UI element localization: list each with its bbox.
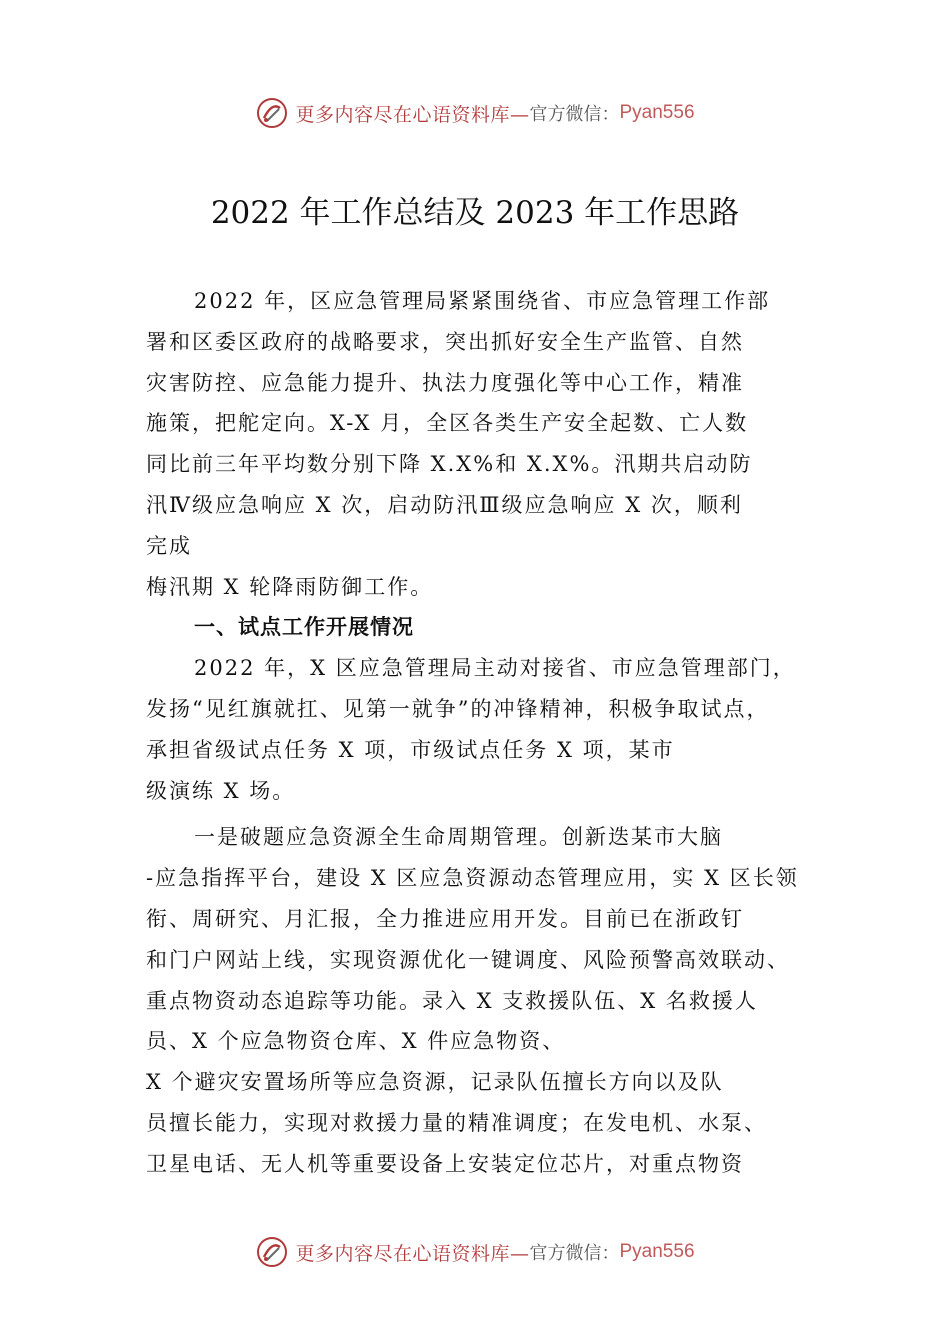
text-line: 和门户网站上线，实现资源优化一键调度、风险预警高效联动、 [146, 947, 790, 972]
text-line: 2022 年，X 区应急管理局主动对接省、市应急管理部门， [194, 656, 796, 681]
text-line: 2022 年，区应急管理局紧紧围绕省、市应急管理工作部 [194, 289, 771, 313]
banner-text: 更多内容尽在心语资料库— [295, 103, 530, 126]
logo-icon [255, 96, 289, 130]
text-line: 承担省级试点任务 X 项，市级试点任务 X 项，某市 [146, 737, 675, 762]
text-line: 汛Ⅳ级应急响应 X 次，启动防汛Ⅲ级应急响应 X 次，顺利 [146, 492, 743, 517]
text-line: 卫星电话、无人机等重要设备上安装定位芯片，对重点物资 [146, 1151, 744, 1176]
text-line: 梅汛期 X 轮降雨防御工作。 [146, 574, 434, 599]
text-line: 员、X 个应急物资仓库、X 件应急物资、 [146, 1029, 566, 1054]
banner-wechat-label: 官方微信： [529, 104, 620, 125]
text-line: 一是破题应急资源全生命周期管理。创新迭某市大脑 [194, 825, 723, 850]
footer-banner [0, 1232, 950, 1272]
text-line: -应急指挥平台，建设 X 区应急资源动态管理应用，实 X 区长领 [146, 866, 799, 891]
text-line: 重点物资动态追踪等功能。录入 X 支救援队伍、X 名救援人 [146, 988, 758, 1013]
banner-text: 更多内容尽在心语资料库— [295, 1242, 530, 1265]
text-line: 灾害防控、应急能力提升、执法力度强化等中心工作，精准 [146, 370, 744, 395]
section-paragraph [146, 648, 846, 811]
banner-wechat-id: Pyan556 [619, 1241, 695, 1262]
text-line: 同比前三年平均数分别下降 X.X%和 X.X%。汛期共启动防 [146, 452, 753, 477]
text-line: 员擅长能力，实现对救援力量的精准调度；在发电机、水泵、 [146, 1110, 767, 1135]
text-line: 衔、周研究、月汇报，全力推进应用开发。目前已在浙政钉 [146, 906, 744, 931]
logo-icon [255, 1235, 289, 1269]
header-banner [0, 93, 950, 133]
text-line: 完成 [146, 533, 192, 558]
text-line: 级演练 X 场。 [146, 778, 296, 803]
document-body [146, 281, 846, 1185]
text-line: X 个避灾安置场所等应急资源，记录队伍擅长方向以及队 [146, 1070, 724, 1095]
intro-paragraph [146, 281, 846, 607]
page-title: 2022 年工作总结及 2023 年工作思路 [210, 195, 740, 231]
banner-wechat-label: 官方微信： [529, 1243, 620, 1264]
banner-wechat-id: Pyan556 [619, 102, 695, 123]
text-line: 署和区委区政府的战略要求，突出抓好安全生产监管、自然 [146, 329, 744, 354]
section-paragraph [146, 817, 846, 1184]
section-heading: 一、试点工作开展情况 [194, 615, 414, 640]
text-line: 发扬“见红旗就扛、见第一就争”的冲锋精神，积极争取试点， [146, 696, 770, 721]
text-line: 施策，把舵定向。X-X 月，全区各类生产安全起数、亡人数 [146, 411, 749, 436]
